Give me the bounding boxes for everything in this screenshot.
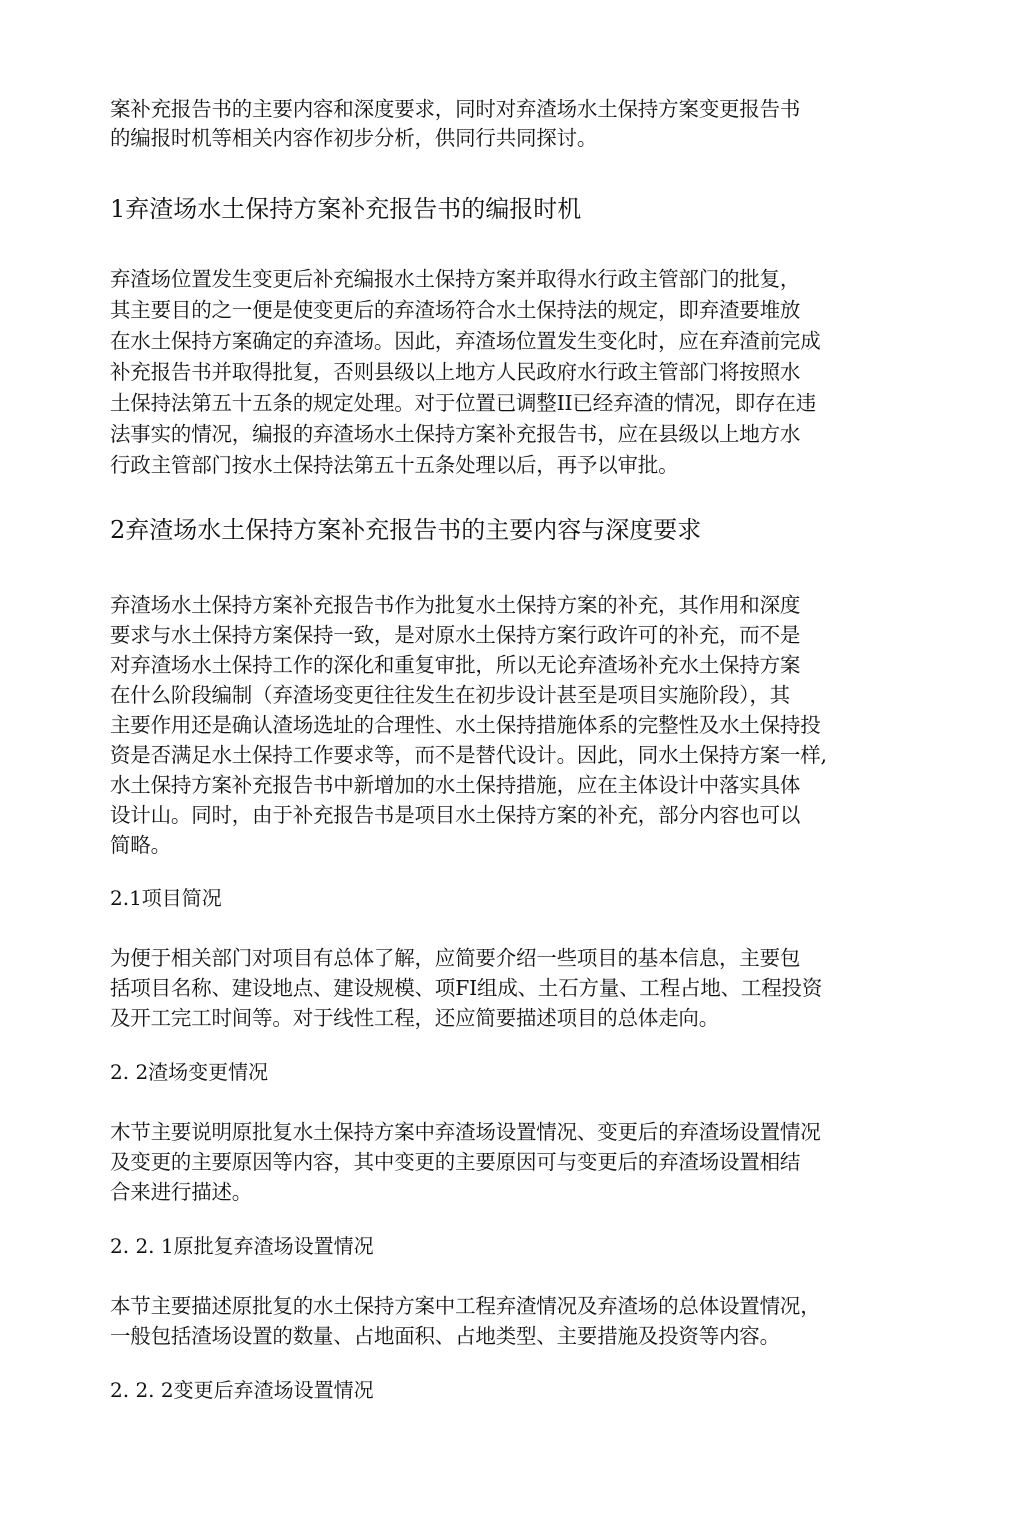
paragraph-line: 主要作用还是确认渣场选址的合理性、水土保持措施体系的完整性及水土保持投: [110, 713, 821, 737]
paragraph-line: 为便于相关部门对项目有总体了解，应简要介绍一些项目的基本信息，主要包: [110, 946, 801, 970]
paragraph-line: 弃渣场水土保持方案补充报告书作为批复水土保持方案的补充，其作用和深度: [110, 593, 801, 617]
paragraph-line: 木节主要说明原批复水土保持方案中弃渣场设置情况、变更后的弃渣场设置情况: [110, 1120, 821, 1144]
paragraph-line: 在水土保持方案确定的弃渣场。因此，弃渣场位置发生变化时，应在弃渣前完成: [110, 329, 821, 353]
paragraph-line: 对弃渣场水土保持工作的深化和重复审批，所以无论弃渣场补充水土保持方案: [110, 653, 801, 677]
paragraph-line: 水土保持方案补充报告书中新增加的水土保持措施，应在主体设计中落实具体: [110, 773, 801, 797]
paragraph-line: 及变更的主要原因等内容，其中变更的主要原因可与变更后的弃渣场设置相结: [110, 1150, 801, 1174]
section-2-1-heading: 2.1项目简况: [110, 886, 222, 910]
paragraph-line: 要求与水土保持方案保持一致，是对原水土保持方案行政许可的补充，而不是: [110, 623, 801, 647]
paragraph-line: 括项目名称、建设地点、建设规模、项FI组成、土石方量、工程占地、工程投资: [110, 976, 823, 1000]
paragraph-line: 资是否满足水土保持工作要求等，而不是替代设计。因此，同水土保持方案一样,: [110, 743, 827, 767]
paragraph-line: 土保持法第五十五条的规定处理。对于位置已调整II已经弃渣的情况，即存在违: [110, 391, 816, 415]
section-2-heading: 2弃渣场水土保持方案补充报告书的主要内容与深度要求: [110, 516, 702, 544]
paragraph-line: 及开工完工时间等。对于线性工程，还应简要描述项目的总体走向。: [110, 1006, 719, 1030]
intro-line: 案补充报告书的主要内容和深度要求，同时对弃渣场水土保持方案变更报告书: [110, 97, 801, 121]
section-1-heading: 1弃渣场水土保持方案补充报告书的编报时机: [110, 195, 582, 223]
intro-line: 的编报时机等相关内容作初步分析，供同行共同探讨。: [110, 126, 598, 150]
paragraph-line: 本节主要描述原批复的水土保持方案中工程弃渣情况及弃渣场的总体设置情况，: [110, 1294, 821, 1318]
paragraph-line: 其主要目的之一便是使变更后的弃渣场符合水土保持法的规定，即弃渣要堆放: [110, 298, 801, 322]
section-2-2-2-heading: 2. 2. 2变更后弃渣场设置情况: [110, 1378, 374, 1402]
paragraph-line: 设计山。同时，由于补充报告书是项目水土保持方案的补充，部分内容也可以: [110, 803, 801, 827]
section-2-2-heading: 2. 2渣场变更情况: [110, 1060, 269, 1084]
paragraph-line: 行政主管部门按水土保持法第五十五条处理以后，再予以审批。: [110, 453, 679, 477]
paragraph-line: 简略。: [110, 833, 171, 857]
paragraph-line: 弃渣场位置发生变更后补充编报水土保持方案并取得水行政主管部门的批复，: [110, 267, 801, 291]
section-2-2-1-heading: 2. 2. 1原批复弃渣场设置情况: [110, 1234, 374, 1258]
paragraph-line: 合来进行描述。: [110, 1180, 253, 1204]
paragraph-line: 一般包括渣场设置的数量、占地面积、占地类型、主要措施及投资等内容。: [110, 1324, 780, 1348]
paragraph-line: 在什么阶段编制（弃渣场变更往往发生在初步设计甚至是项目实施阶段），其: [110, 683, 790, 707]
paragraph-line: 补充报告书并取得批复，否则县级以上地方人民政府水行政主管部门将按照水: [110, 360, 801, 384]
paragraph-line: 法事实的情况，编报的弃渣场水土保持方案补充报告书，应在县级以上地方水: [110, 422, 801, 446]
